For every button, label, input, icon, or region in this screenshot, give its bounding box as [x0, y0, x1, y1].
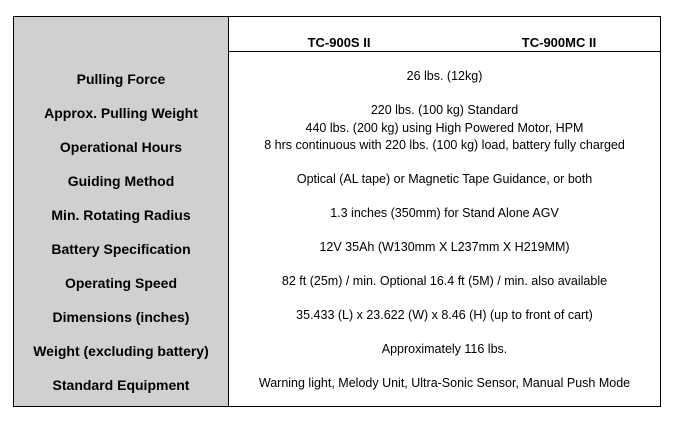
label-standard-equipment: Standard Equipment — [52, 377, 190, 393]
value-operational-hours: 8 hrs continuous with 220 lbs. (100 kg) load, battery fully charged — [264, 138, 625, 152]
value-rotating-radius: 1.3 inches (350mm) for Stand Alone AGV — [330, 206, 559, 220]
value-standard-equipment: Warning light, Melody Unit, Ultra-Sonic Sensor, Manual Push Mode — [258, 376, 631, 390]
label-operational-hours: Operational Hours — [59, 139, 183, 155]
model-name-tc-900s: TC-900S II — [307, 35, 371, 50]
value-dimensions: 35.433 (L) x 23.622 (W) x 8.46 (H) (up to front of cart) — [296, 308, 593, 322]
label-battery-specification: Battery Specification — [51, 241, 191, 257]
value-guiding-method: Optical (AL tape) or Magnetic Tape Guidance, or both — [296, 172, 593, 186]
label-guiding-method: Guiding Method — [67, 173, 175, 189]
value-column — [229, 17, 660, 406]
value-operating-speed: 82 ft (25m) / min. Optional 16.4 ft (5M) / min. also available — [281, 274, 608, 288]
value-weight: Approximately 116 lbs. — [381, 342, 508, 356]
label-operating-speed: Operating Speed — [64, 275, 178, 291]
value-pulling-weight: 220 lbs. (100 kg) Standard — [370, 103, 519, 117]
label-pulling-weight: Approx. Pulling Weight — [44, 105, 198, 121]
value-pulling-force: 26 lbs. (12kg) — [406, 69, 483, 83]
label-column — [14, 17, 229, 406]
model-name-tc-900mc: TC-900MC II — [521, 35, 597, 50]
value-pulling-weight-hpm: 440 lbs. (200 kg) using High Powered Motor, HPM — [305, 121, 584, 135]
label-pulling-force: Pulling Force — [76, 71, 166, 87]
label-dimensions: Dimensions (inches) — [52, 309, 190, 325]
value-battery-specification: 12V 35Ah (W130mm X L237mm X H219MM) — [319, 240, 570, 254]
label-rotating-radius: Min. Rotating Radius — [51, 207, 191, 223]
label-weight: Weight (excluding battery) — [33, 343, 209, 359]
spec-table — [13, 16, 661, 407]
model-header — [229, 17, 660, 52]
